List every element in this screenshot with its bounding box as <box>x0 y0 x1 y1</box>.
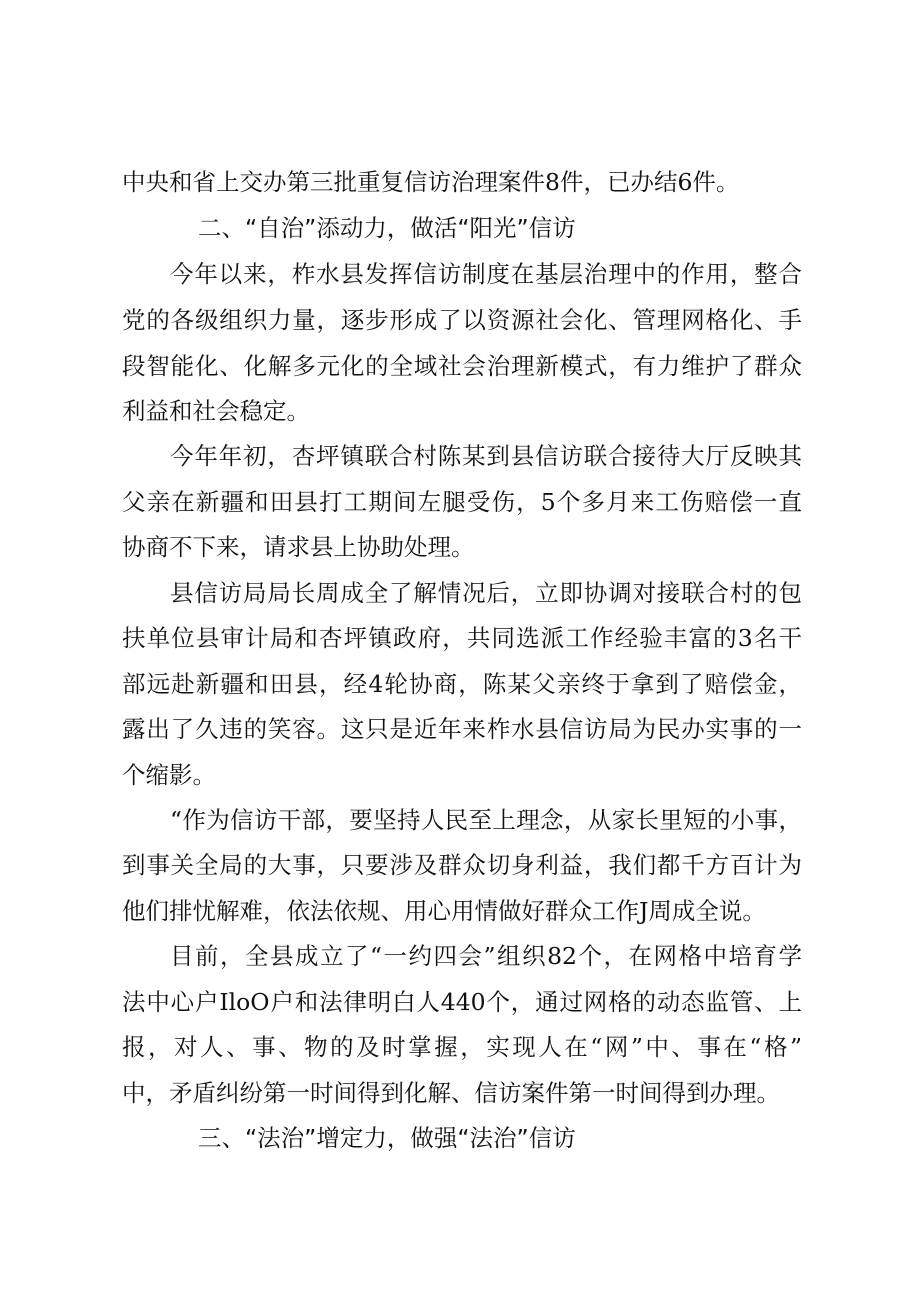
text-line: 协商不下来，请求县上协助处理。 <box>122 533 475 561</box>
section-heading-3: 三、“法治”增定力，做强“法治”信访 <box>198 1124 576 1152</box>
text-line: 县信访局局长周成全了解情况后，立即协调对接联合村的包 <box>170 579 802 607</box>
text-line: 中，矛盾纠纷第一时间得到化解、信访案件第一时间得到办理。 <box>122 1079 780 1107</box>
text-line: 中央和省上交办第三批重复信访治理案件8件，已办结6件。 <box>122 168 740 196</box>
text-line: 段智能化、化解多元化的全域社会治理新模式，有力维护了群众 <box>122 352 802 380</box>
text-line: 利益和社会稳定。 <box>122 397 310 425</box>
text-line: 党的各级组织力量，逐步形成了以资源社会化、管理网格化、手 <box>122 306 802 334</box>
text-line: 目前，全县成立了“一约四会”组织82个，在网格中培育学 <box>170 942 802 970</box>
text-line: 报，对人、事、物的及时掌握，实现人在“网”中、事在“格” <box>122 1033 802 1061</box>
text-line: 法中心户IloO户和法律明白人440个，通过网格的动态监管、上 <box>122 988 802 1016</box>
text-line: 今年年初，杏坪镇联合村陈某到县信访联合接待大厅反映其 <box>170 442 802 470</box>
text-line: 今年以来，柞水县发挥信访制度在基层治理中的作用，整合 <box>170 260 802 288</box>
section-heading-2: 二、“自治”添动力，做活“阳光”信访 <box>198 214 576 242</box>
text-line: 父亲在新疆和田县打工期间左腿受伤，5个多月来工伤赔偿一直 <box>122 488 802 516</box>
text-line: 个缩影。 <box>122 761 216 789</box>
text-line: 到事关全局的大事，只要涉及群众切身利益，我们都千方百计为 <box>122 851 802 879</box>
text-line: 部远赴新疆和田县，经4轮协商，陈某父亲终于拿到了赔偿金， <box>122 670 802 698</box>
text-line: “作为信访干部，要坚持人民至上理念，从家长里短的小事， <box>170 806 802 834</box>
text-line: 他们排忧解难，依法依规、用心用情做好群众工作J周成全说。 <box>122 897 766 925</box>
text-line: 露出了久违的笑容。这只是近年来柞水县信访局为民办实事的一 <box>122 715 802 743</box>
text-line: 扶单位县审计局和杏坪镇政府，共同选派工作经验丰富的3名干 <box>122 624 802 652</box>
